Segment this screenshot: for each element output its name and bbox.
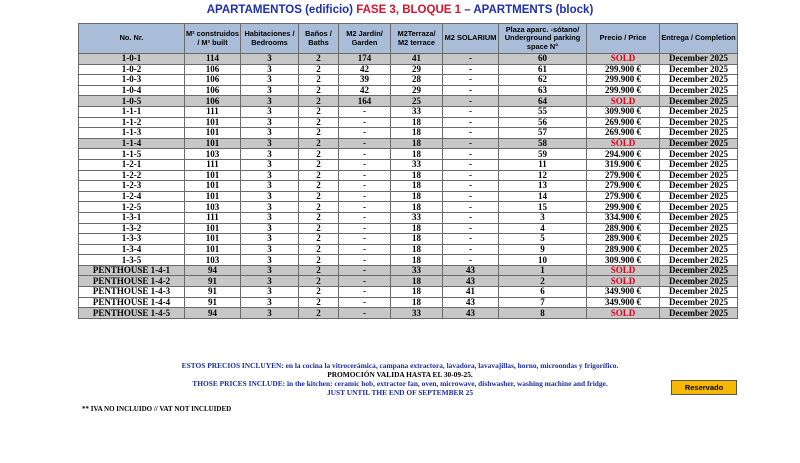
col-header-terrace: M2Terraza/ M2 terrace: [391, 24, 443, 54]
cell-no: PENTHOUSE 1-4-3: [79, 287, 185, 298]
cell-solarium: -: [443, 96, 499, 107]
table-row: [79, 64, 738, 75]
cell-built: 106: [185, 64, 241, 75]
cell-bath: 2: [299, 308, 339, 319]
cell-built: 103: [185, 255, 241, 266]
cell-garden: 174: [339, 54, 391, 65]
cell-built: 111: [185, 106, 241, 117]
cell-no: 1-1-3: [79, 128, 185, 139]
cell-price: 319.900 €: [587, 159, 660, 170]
cell-parking: 60: [499, 54, 587, 65]
cell-price: 279.900 €: [587, 191, 660, 202]
cell-bath: 2: [299, 265, 339, 276]
col-header-solarium: M2 SOLARIUM: [443, 24, 499, 54]
cell-solarium: -: [443, 85, 499, 96]
cell-built: 111: [185, 212, 241, 223]
cell-bath: 2: [299, 212, 339, 223]
cell-built: 101: [185, 128, 241, 139]
cell-price: 299.900 €: [587, 85, 660, 96]
cell-parking: 61: [499, 64, 587, 75]
cell-price: 279.900 €: [587, 170, 660, 181]
cell-terrace: 18: [391, 117, 443, 128]
cell-completion: December 2025: [660, 96, 738, 107]
cell-bed: 3: [241, 149, 299, 160]
cell-price: SOLD: [587, 265, 660, 276]
cell-bath: 2: [299, 181, 339, 192]
cell-solarium: -: [443, 223, 499, 234]
cell-terrace: 18: [391, 181, 443, 192]
reserved-legend-button[interactable]: Reservado: [671, 380, 737, 395]
table-header-row: [79, 24, 738, 54]
cell-completion: December 2025: [660, 106, 738, 117]
cell-built: 106: [185, 96, 241, 107]
cell-bed: 3: [241, 265, 299, 276]
cell-bath: 2: [299, 64, 339, 75]
cell-terrace: 33: [391, 159, 443, 170]
cell-garden: -: [339, 212, 391, 223]
title-part-1: APARTAMENTOS (edificio): [206, 4, 357, 16]
cell-bed: 3: [241, 234, 299, 245]
cell-terrace: 29: [391, 64, 443, 75]
cell-no: 1-1-4: [79, 138, 185, 149]
cell-solarium: -: [443, 212, 499, 223]
cell-parking: 64: [499, 96, 587, 107]
cell-garden: -: [339, 287, 391, 298]
cell-garden: -: [339, 170, 391, 181]
note-en-line-1: THOSE PRICES INCLUDE: in the kitchen: ceramic hob, extractor fan, oven, microwave, dishwasher, washing machine and fridge.: [192, 379, 608, 388]
cell-built: 106: [185, 85, 241, 96]
cell-bed: 3: [241, 96, 299, 107]
cell-price: 299.900 €: [587, 202, 660, 213]
cell-completion: December 2025: [660, 170, 738, 181]
cell-price: 289.900 €: [587, 223, 660, 234]
table-body: [79, 54, 738, 319]
cell-bed: 3: [241, 287, 299, 298]
cell-price: 309.900 €: [587, 255, 660, 266]
cell-parking: 12: [499, 170, 587, 181]
cell-terrace: 18: [391, 191, 443, 202]
cell-solarium: -: [443, 191, 499, 202]
cell-price: 269.900 €: [587, 128, 660, 139]
cell-completion: December 2025: [660, 255, 738, 266]
cell-completion: December 2025: [660, 159, 738, 170]
table-row: [79, 149, 738, 160]
cell-solarium: -: [443, 255, 499, 266]
cell-bath: 2: [299, 170, 339, 181]
cell-no: 1-2-5: [79, 202, 185, 213]
cell-parking: 6: [499, 287, 587, 298]
cell-solarium: -: [443, 106, 499, 117]
cell-solarium: -: [443, 128, 499, 139]
cell-bath: 2: [299, 85, 339, 96]
col-header-price: Precio / Price: [587, 24, 660, 54]
cell-terrace: 18: [391, 244, 443, 255]
cell-bath: 2: [299, 202, 339, 213]
cell-solarium: -: [443, 54, 499, 65]
cell-price: SOLD: [587, 138, 660, 149]
cell-built: 103: [185, 149, 241, 160]
cell-parking: 5: [499, 234, 587, 245]
cell-garden: -: [339, 223, 391, 234]
table-row: [79, 138, 738, 149]
table-row: [79, 170, 738, 181]
cell-no: 1-0-5: [79, 96, 185, 107]
cell-bed: 3: [241, 212, 299, 223]
cell-no: 1-0-3: [79, 75, 185, 86]
cell-completion: December 2025: [660, 75, 738, 86]
title-part-3: – APARTMENTS (block): [461, 4, 594, 16]
table-row: [79, 75, 738, 86]
cell-terrace: 18: [391, 255, 443, 266]
cell-bed: 3: [241, 159, 299, 170]
cell-built: 94: [185, 265, 241, 276]
table-row: [79, 96, 738, 107]
cell-solarium: 43: [443, 308, 499, 319]
cell-no: PENTHOUSE 1-4-4: [79, 297, 185, 308]
cell-parking: 58: [499, 138, 587, 149]
cell-terrace: 18: [391, 223, 443, 234]
table-row: [79, 255, 738, 266]
cell-terrace: 18: [391, 297, 443, 308]
cell-no: 1-1-1: [79, 106, 185, 117]
cell-bed: 3: [241, 85, 299, 96]
cell-bath: 2: [299, 191, 339, 202]
cell-built: 101: [185, 170, 241, 181]
cell-parking: 57: [499, 128, 587, 139]
cell-bed: 3: [241, 223, 299, 234]
cell-built: 101: [185, 191, 241, 202]
cell-no: 1-2-3: [79, 181, 185, 192]
cell-solarium: -: [443, 202, 499, 213]
cell-parking: 55: [499, 106, 587, 117]
cell-parking: 63: [499, 85, 587, 96]
cell-built: 101: [185, 244, 241, 255]
cell-garden: -: [339, 255, 391, 266]
cell-garden: -: [339, 181, 391, 192]
cell-price: 289.900 €: [587, 244, 660, 255]
cell-terrace: 33: [391, 106, 443, 117]
cell-no: 1-1-5: [79, 149, 185, 160]
cell-terrace: 33: [391, 308, 443, 319]
cell-completion: December 2025: [660, 276, 738, 287]
cell-price: 334.900 €: [587, 212, 660, 223]
cell-built: 91: [185, 276, 241, 287]
cell-built: 101: [185, 223, 241, 234]
cell-no: 1-2-4: [79, 191, 185, 202]
vat-note: ** IVA NO INCLUIDO // VAT NOT INCLUIDED: [82, 405, 232, 413]
cell-no: 1-3-3: [79, 234, 185, 245]
cell-terrace: 28: [391, 75, 443, 86]
cell-garden: -: [339, 308, 391, 319]
cell-bed: 3: [241, 255, 299, 266]
table-row: [79, 287, 738, 298]
cell-price: 309.900 €: [587, 106, 660, 117]
cell-parking: 59: [499, 149, 587, 160]
cell-terrace: 29: [391, 85, 443, 96]
table-row: [79, 308, 738, 319]
cell-garden: 42: [339, 85, 391, 96]
table-row: [79, 159, 738, 170]
cell-bath: 2: [299, 96, 339, 107]
cell-built: 114: [185, 54, 241, 65]
cell-solarium: -: [443, 234, 499, 245]
cell-price: 269.900 €: [587, 117, 660, 128]
cell-built: 91: [185, 297, 241, 308]
cell-parking: 3: [499, 212, 587, 223]
cell-garden: -: [339, 234, 391, 245]
table-row: [79, 85, 738, 96]
cell-terrace: 18: [391, 202, 443, 213]
cell-terrace: 41: [391, 54, 443, 65]
cell-terrace: 18: [391, 287, 443, 298]
cell-solarium: -: [443, 138, 499, 149]
cell-bed: 3: [241, 64, 299, 75]
cell-price: SOLD: [587, 96, 660, 107]
cell-solarium: -: [443, 64, 499, 75]
cell-bed: 3: [241, 54, 299, 65]
note-en-line-2: JUST UNTIL THE END OF SEPTEMBER 25: [326, 388, 474, 397]
note-es-line-2: PROMOCIÓN VALIDA HASTA EL 30-09-25.: [327, 370, 473, 379]
cell-completion: December 2025: [660, 223, 738, 234]
table-row: [79, 202, 738, 213]
page-title: [0, 4, 800, 16]
col-header-no: No. Nr.: [79, 24, 185, 54]
table-row: [79, 191, 738, 202]
cell-completion: December 2025: [660, 202, 738, 213]
cell-parking: 2: [499, 276, 587, 287]
cell-solarium: -: [443, 149, 499, 160]
table-row: [79, 128, 738, 139]
cell-terrace: 18: [391, 170, 443, 181]
col-header-bedrooms: Habitaciones / Bedrooms: [241, 24, 299, 54]
cell-garden: -: [339, 138, 391, 149]
cell-garden: -: [339, 159, 391, 170]
cell-completion: December 2025: [660, 191, 738, 202]
cell-completion: December 2025: [660, 128, 738, 139]
cell-price: 349.900 €: [587, 297, 660, 308]
col-header-built: M² construidos / M² built: [185, 24, 241, 54]
cell-built: 101: [185, 181, 241, 192]
cell-solarium: 43: [443, 276, 499, 287]
cell-completion: December 2025: [660, 149, 738, 160]
cell-solarium: 43: [443, 265, 499, 276]
cell-no: 1-0-1: [79, 54, 185, 65]
cell-bed: 3: [241, 138, 299, 149]
cell-parking: 10: [499, 255, 587, 266]
table-row: [79, 297, 738, 308]
cell-garden: -: [339, 106, 391, 117]
cell-terrace: 18: [391, 234, 443, 245]
cell-parking: 11: [499, 159, 587, 170]
cell-bath: 2: [299, 159, 339, 170]
cell-completion: December 2025: [660, 138, 738, 149]
cell-bed: 3: [241, 308, 299, 319]
cell-bed: 3: [241, 244, 299, 255]
cell-no: 1-2-1: [79, 159, 185, 170]
cell-bath: 2: [299, 244, 339, 255]
cell-bath: 2: [299, 297, 339, 308]
cell-solarium: -: [443, 117, 499, 128]
table-row: [79, 117, 738, 128]
cell-built: 91: [185, 287, 241, 298]
cell-completion: December 2025: [660, 297, 738, 308]
cell-terrace: 18: [391, 149, 443, 160]
cell-bath: 2: [299, 149, 339, 160]
cell-bath: 2: [299, 138, 339, 149]
cell-price: 294.900 €: [587, 149, 660, 160]
cell-bed: 3: [241, 276, 299, 287]
cell-garden: -: [339, 265, 391, 276]
cell-garden: -: [339, 191, 391, 202]
cell-price: 289.900 €: [587, 234, 660, 245]
cell-price: SOLD: [587, 308, 660, 319]
cell-bath: 2: [299, 117, 339, 128]
table-row: [79, 106, 738, 117]
cell-completion: December 2025: [660, 85, 738, 96]
table-row: [79, 276, 738, 287]
table-row: [79, 244, 738, 255]
col-header-completion: Entrega / Completion: [660, 24, 738, 54]
cell-no: PENTHOUSE 1-4-2: [79, 276, 185, 287]
cell-built: 106: [185, 75, 241, 86]
cell-completion: December 2025: [660, 54, 738, 65]
cell-no: 1-2-2: [79, 170, 185, 181]
cell-garden: -: [339, 202, 391, 213]
cell-garden: -: [339, 149, 391, 160]
cell-price: 299.900 €: [587, 64, 660, 75]
cell-bed: 3: [241, 117, 299, 128]
cell-completion: December 2025: [660, 244, 738, 255]
cell-solarium: -: [443, 159, 499, 170]
cell-price: 299.900 €: [587, 75, 660, 86]
cell-no: 1-3-5: [79, 255, 185, 266]
cell-bath: 2: [299, 128, 339, 139]
cell-bath: 2: [299, 106, 339, 117]
cell-bed: 3: [241, 128, 299, 139]
cell-garden: -: [339, 297, 391, 308]
cell-parking: 14: [499, 191, 587, 202]
cell-price: 279.900 €: [587, 181, 660, 192]
cell-completion: December 2025: [660, 287, 738, 298]
note-es-line-1: ESTOS PRECIOS INCLUYEN: en la cocina la vitrocerámica, campana extractora, lavadora, lavavajillas, horno, microondas y frigorífico.: [181, 361, 619, 370]
cell-built: 101: [185, 117, 241, 128]
cell-solarium: 41: [443, 287, 499, 298]
cell-terrace: 33: [391, 265, 443, 276]
col-header-parking: Plaza aparc. -sótano/ Underground parking space N°: [499, 24, 587, 54]
cell-garden: 164: [339, 96, 391, 107]
cell-no: PENTHOUSE 1-4-5: [79, 308, 185, 319]
cell-garden: 39: [339, 75, 391, 86]
cell-bath: 2: [299, 234, 339, 245]
cell-parking: 4: [499, 223, 587, 234]
cell-built: 111: [185, 159, 241, 170]
cell-price: SOLD: [587, 276, 660, 287]
cell-bed: 3: [241, 297, 299, 308]
cell-bed: 3: [241, 75, 299, 86]
table-row: [79, 212, 738, 223]
cell-terrace: 18: [391, 128, 443, 139]
cell-completion: December 2025: [660, 308, 738, 319]
col-header-baths: Baños / Baths: [299, 24, 339, 54]
cell-garden: 42: [339, 64, 391, 75]
cell-bath: 2: [299, 255, 339, 266]
cell-completion: December 2025: [660, 265, 738, 276]
col-header-garden: M2 Jardín/ Garden: [339, 24, 391, 54]
cell-solarium: -: [443, 181, 499, 192]
cell-solarium: 43: [443, 297, 499, 308]
cell-no: 1-3-4: [79, 244, 185, 255]
cell-garden: -: [339, 276, 391, 287]
table-row: [79, 265, 738, 276]
cell-bath: 2: [299, 287, 339, 298]
table-row: [79, 181, 738, 192]
cell-built: 101: [185, 138, 241, 149]
cell-bed: 3: [241, 202, 299, 213]
cell-completion: December 2025: [660, 212, 738, 223]
cell-completion: December 2025: [660, 234, 738, 245]
cell-parking: 9: [499, 244, 587, 255]
cell-built: 103: [185, 202, 241, 213]
cell-no: PENTHOUSE 1-4-1: [79, 265, 185, 276]
table-row: [79, 223, 738, 234]
cell-bed: 3: [241, 191, 299, 202]
cell-parking: 15: [499, 202, 587, 213]
cell-no: 1-3-1: [79, 212, 185, 223]
cell-price: SOLD: [587, 54, 660, 65]
title-part-2: FASE 3, BLOQUE 1: [356, 4, 462, 16]
cell-solarium: -: [443, 75, 499, 86]
cell-completion: December 2025: [660, 181, 738, 192]
cell-completion: December 2025: [660, 117, 738, 128]
cell-solarium: -: [443, 244, 499, 255]
cell-terrace: 33: [391, 212, 443, 223]
cell-parking: 13: [499, 181, 587, 192]
table-row: [79, 54, 738, 65]
cell-garden: -: [339, 244, 391, 255]
cell-parking: 56: [499, 117, 587, 128]
cell-terrace: 18: [391, 138, 443, 149]
cell-no: 1-1-2: [79, 117, 185, 128]
cell-parking: 7: [499, 297, 587, 308]
cell-bed: 3: [241, 181, 299, 192]
apartments-table: [78, 23, 738, 319]
cell-parking: 8: [499, 308, 587, 319]
cell-price: 349.900 €: [587, 287, 660, 298]
cell-parking: 62: [499, 75, 587, 86]
cell-solarium: -: [443, 170, 499, 181]
cell-parking: 1: [499, 265, 587, 276]
cell-built: 101: [185, 234, 241, 245]
cell-terrace: 18: [391, 276, 443, 287]
cell-bath: 2: [299, 75, 339, 86]
table-row: [79, 234, 738, 245]
cell-garden: -: [339, 128, 391, 139]
cell-completion: December 2025: [660, 64, 738, 75]
cell-built: 94: [185, 308, 241, 319]
cell-bed: 3: [241, 106, 299, 117]
cell-terrace: 25: [391, 96, 443, 107]
cell-bath: 2: [299, 54, 339, 65]
cell-bath: 2: [299, 276, 339, 287]
cell-no: 1-3-2: [79, 223, 185, 234]
cell-garden: -: [339, 117, 391, 128]
cell-no: 1-0-2: [79, 64, 185, 75]
cell-bath: 2: [299, 223, 339, 234]
cell-no: 1-0-4: [79, 85, 185, 96]
cell-bed: 3: [241, 170, 299, 181]
